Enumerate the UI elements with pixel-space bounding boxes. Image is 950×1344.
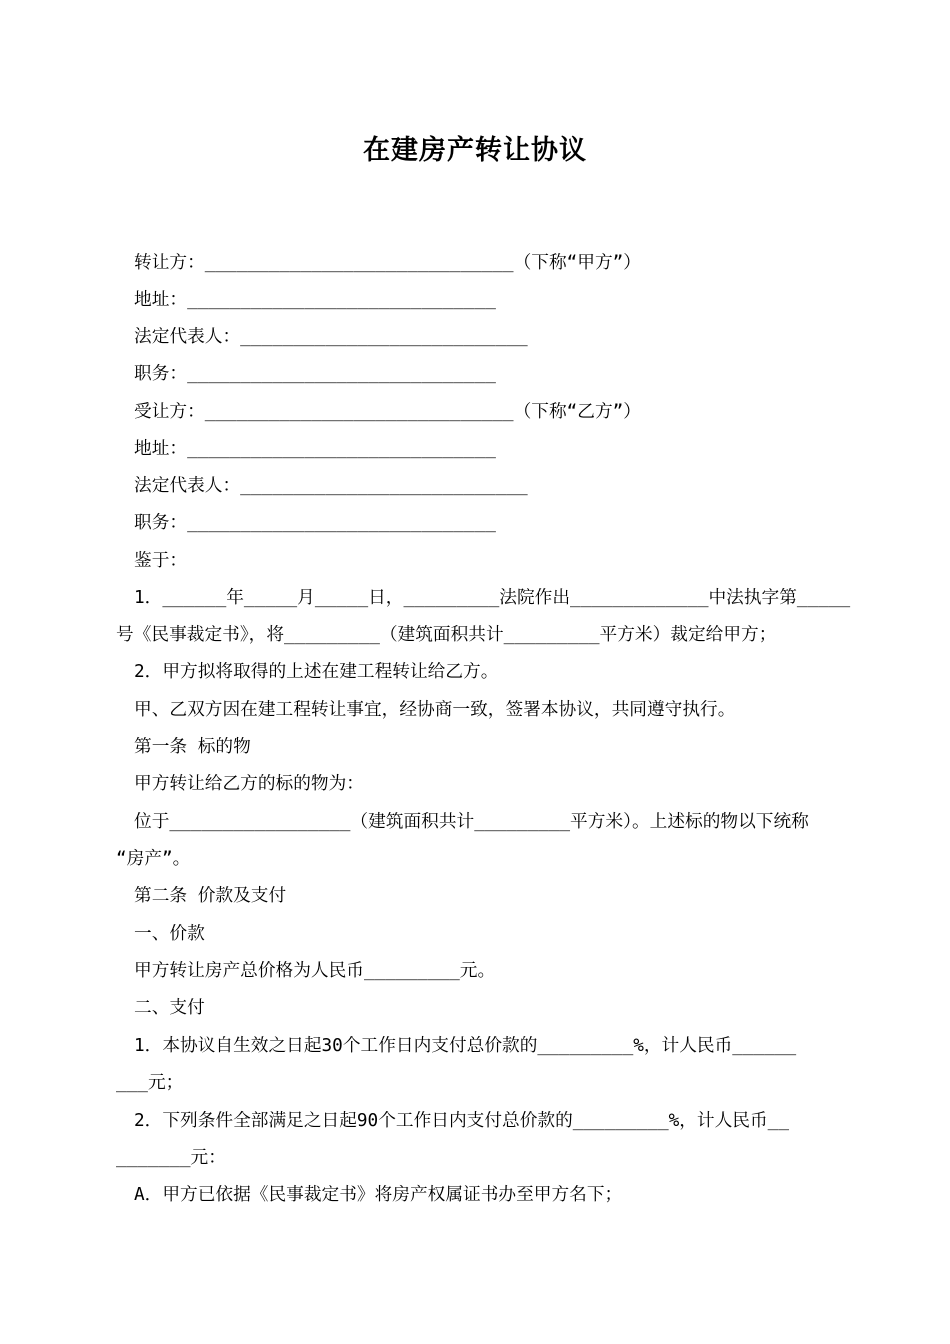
payment-item-1-cont: ___元；	[116, 1073, 184, 1093]
whereas-item-1-cont: 号《民事裁定书》，将_________（建筑面积共计_________平方米）裁定给甲方；	[116, 625, 777, 645]
condition-a: A．甲方已依据《民事裁定书》将房产权属证书办至甲方名下；	[134, 1185, 623, 1205]
price-text: 甲方转让房产总价格为人民币_________元。	[134, 961, 496, 981]
whereas-heading: 鉴于：	[134, 551, 188, 571]
agreement-paragraph: 甲、乙双方因在建工程转让事宜，经协商一致，签署本协议，共同遵守执行。	[134, 700, 736, 720]
payment-item-1: 1．本协议自生效之日起30个工作日内支付总价款的_________%，计人民币______	[134, 1036, 797, 1056]
payment-heading: 二、支付	[134, 998, 205, 1018]
transferee-legal-rep-line: 法定代表人：___________________________	[134, 476, 528, 496]
article-1-text: 甲方转让给乙方的标的物为：	[134, 774, 364, 794]
transferor-legal-rep-line: 法定代表人：___________________________	[134, 327, 528, 347]
article-1-location: 位于_________________（建筑面积共计_________平方米）。上述标的物以下统称	[134, 812, 809, 832]
payment-item-2-cont: _______元：	[116, 1148, 226, 1168]
price-heading: 一、价款	[134, 924, 205, 944]
transferee-line: 受让方：_____________________________（下称“乙方”）	[134, 402, 641, 422]
transferor-position-line: 职务：_____________________________	[134, 364, 496, 384]
article-2-heading: 第二条 价款及支付	[134, 886, 287, 906]
document-title: 在建房产转让协议	[363, 135, 587, 166]
transferee-address-line: 地址：_____________________________	[134, 439, 496, 459]
payment-item-2: 2．下列条件全部满足之日起90个工作日内支付总价款的_________%，计人民币__	[134, 1111, 789, 1131]
transferor-line: 转让方：_____________________________（下称“甲方”）	[134, 253, 641, 273]
whereas-item-1: 1．______年_____月_____日，_________法院作出_____________中法执字第_____	[134, 588, 851, 608]
transferee-position-line: 职务：_____________________________	[134, 513, 496, 533]
article-1-heading: 第一条 标的物	[134, 737, 251, 757]
transferor-address-line: 地址：_____________________________	[134, 290, 496, 310]
article-1-location-cont: “房产”。	[116, 849, 191, 869]
whereas-item-2: 2．甲方拟将取得的上述在建工程转让给乙方。	[134, 662, 499, 682]
